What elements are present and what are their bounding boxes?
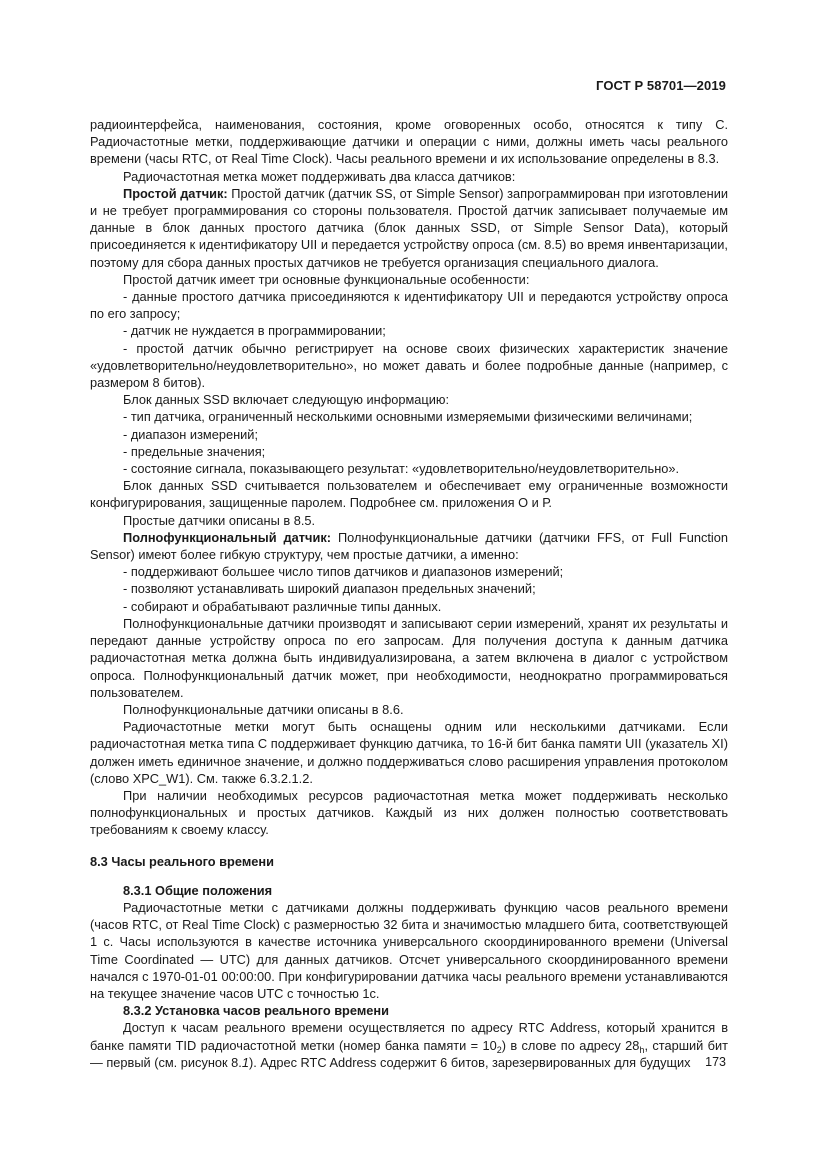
list-item: - простой датчик обычно регистрирует на основе своих физических характеристик значение «удовлетворительно/неудовлетворительно», но может давать и более подробные данные (например, с размером 8 битов). bbox=[90, 340, 728, 391]
paragraph: При наличии необходимых ресурсов радиочастотная метка может поддерживать несколько полнофункциональных и простых датчиков. Каждый из них должен полностью соответствовать требованиям к своему классу. bbox=[90, 787, 728, 838]
list-item: - состояние сигнала, показывающего результат: «удовлетворительно/неудовлетворительно». bbox=[123, 461, 680, 477]
list-item: - датчик не нуждается в программировании; bbox=[123, 323, 386, 339]
list-item: - предельные значения; bbox=[123, 443, 266, 459]
paragraph: Простые датчики описаны в 8.5. bbox=[123, 512, 316, 528]
section-heading-8-3: 8.3 Часы реального времени bbox=[90, 853, 274, 869]
page-number: 173 bbox=[705, 1055, 726, 1069]
paragraph-full-function-sensor bbox=[90, 529, 728, 563]
list-item: - тип датчика, ограниченный несколькими основными измеряемыми физическими величинами; bbox=[123, 409, 693, 425]
paragraph: Радиочастотная метка может поддерживать два класса датчиков: bbox=[123, 168, 516, 184]
paragraph: Радиочастотные метки с датчиками должны поддерживать функцию часов реального времени (часов RTC, от Real Time Clock) с размерностью 32 бита и значимостью младшего бита, соответствующей 1 с. Часы используются в качестве источника универсального скоординированного времени (Universal Time Coordinated — UTC) для данных датчиков. Отсчет универсального скоординированного времени начался с 1970-01-01 00:00:00. При конфигурировании датчика часы реального времени устанавливаются на текущее значение часов UTC с точностью 1с. bbox=[90, 899, 728, 1001]
list-item: - данные простого датчика присоединяются к идентификатору UII и передаются устройству опроса по его запросу; bbox=[90, 289, 728, 322]
paragraph: Полнофункциональные датчики производят и записывают серии измерений, хранят их результаты и передают данные устройству опроса по его запросам. Для получения доступа к данным датчика радиочастотная метка должна быть индивидуализирована, а затем включена в диалог с устройством опроса. Полнофункциональный датчик может, при необходимости, неоднократно программироваться пользователем. bbox=[90, 615, 728, 700]
paragraph: Простой датчик имеет три основные функциональные особенности: bbox=[123, 271, 530, 287]
subscript: 2 bbox=[496, 1044, 502, 1055]
page-body bbox=[90, 116, 728, 1071]
paragraph-rtc-address bbox=[90, 1019, 728, 1071]
subsection-heading-8-3-2: 8.3.2 Установка часов реального времени bbox=[123, 1003, 390, 1019]
subscript: h bbox=[639, 1044, 645, 1055]
list-item: - собирают и обрабатывают различные типы данных. bbox=[123, 598, 442, 614]
text-run: Доступ к часам реального времени осуществляется по адресу RTC Address, который хранится в банке памяти TID радиочастотной метки (номер банка памяти = 10 bbox=[90, 1020, 728, 1053]
term-full-function-sensor: Полнофункциональный датчик: bbox=[123, 529, 331, 545]
text-run: ) в слове по адресу 28 bbox=[501, 1037, 640, 1053]
paragraph: Блок данных SSD считывается пользователем и обеспечивает ему ограниченные возможности конфигурирования, защищенные паролем. Подробнее см. приложения О и Р. bbox=[90, 478, 728, 511]
term-definition: Простой датчик (датчик SS, от Simple Sensor) запрограммирован при изготовлении и не требует программирования со стороны пользователя. Простой датчик записывает получаемые им данные в блок данных простого датчика (блок данных SSD, от Simple Sensor Data), который присоединяется к идентификатору UII и передается устройству опроса (см. 8.5) во время инвентаризации, поэтому для сбора данных простых датчиков не требуется организация специального диалога. bbox=[90, 185, 728, 270]
paragraph: Блок данных SSD включает следующую информацию: bbox=[123, 392, 450, 408]
figure-ref: 1 bbox=[241, 1054, 249, 1070]
list-item: - позволяют устанавливать широкий диапазон предельных значений; bbox=[123, 581, 536, 597]
paragraph: Радиочастотные метки могут быть оснащены одним или несколькими датчиками. Если радиочастотная метка типа С поддерживает функцию датчика, то 16-й бит банка памяти UII (указатель XI) должен иметь единичное значение, и должно поддерживаться слово расширения управления протоколом (слово XPC_W1). См. также 6.3.2.1.2. bbox=[90, 719, 728, 786]
paragraph-simple-sensor bbox=[90, 185, 728, 271]
list-item: - поддерживают большее число типов датчиков и диапазонов измерений; bbox=[123, 564, 564, 580]
text-run: ). Адрес RTC Address содержит 6 битов, зарезервированных для будущих bbox=[248, 1054, 691, 1070]
term-definition: Полнофункциональные датчики (датчики FFS, от Full Function Sensor) имеют более гибкую структуру, чем простые датчики, а именно: bbox=[90, 529, 728, 563]
list-item: - диапазон измерений; bbox=[123, 426, 258, 442]
document-header: ГОСТ Р 58701—2019 bbox=[596, 78, 726, 93]
text-run: , старший бит — первый (см. рисунок 8. bbox=[90, 1037, 728, 1070]
term-simple-sensor: Простой датчик: bbox=[123, 185, 228, 201]
subsection-heading-8-3-1: 8.3.1 Общие положения bbox=[123, 882, 273, 898]
paragraph: радиоинтерфейса, наименования, состояния, кроме оговоренных особо, относятся к типу С. Радиочастотные метки, поддерживающие датчики и операции с ними, должны иметь часы реального времени (часы RTC, от Real Time Clock). Часы реального времени и их использование определены в 8.3. bbox=[90, 117, 728, 167]
paragraph: Полнофункциональные датчики описаны в 8.6. bbox=[123, 701, 404, 717]
